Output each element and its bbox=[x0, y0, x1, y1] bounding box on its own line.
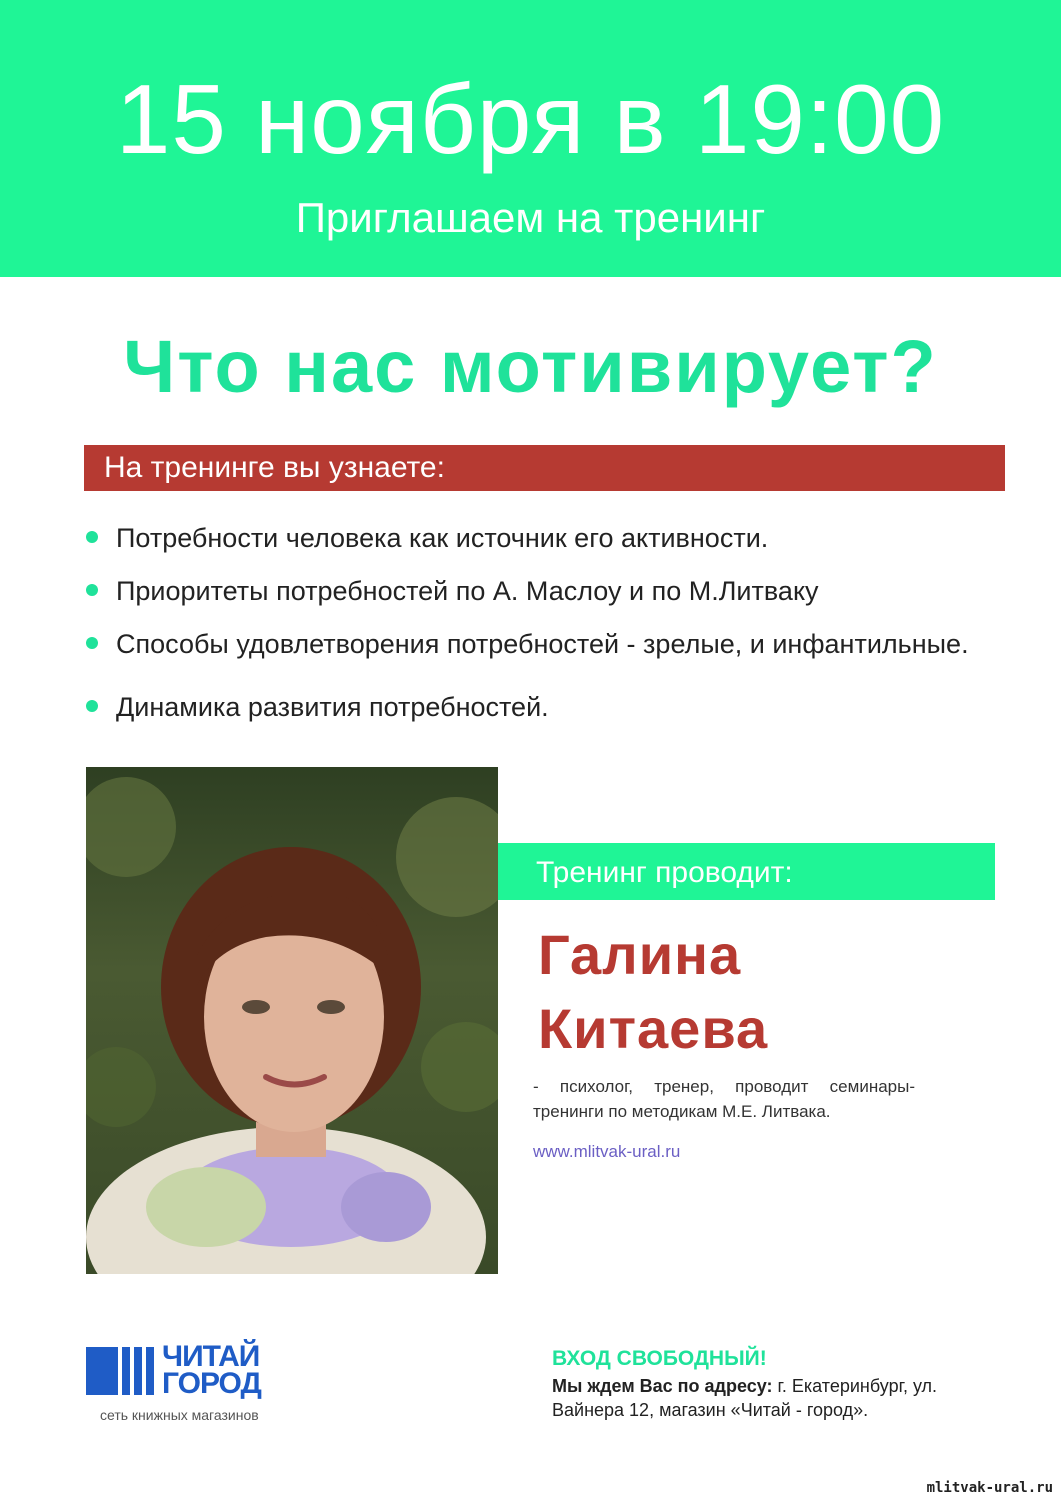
bullet-dot-icon bbox=[86, 637, 98, 649]
event-date: 15 ноября в 19:00 bbox=[115, 64, 946, 174]
logo-subtitle: сеть книжных магазинов bbox=[100, 1407, 259, 1423]
learn-section-title: На тренинге вы узнаете: bbox=[104, 451, 445, 484]
free-entry-text: ВХОД СВОБОДНЫЙ! bbox=[552, 1347, 767, 1370]
trainer-name bbox=[538, 918, 768, 1066]
address-label: Мы ждем Вас по адресу: bbox=[552, 1376, 773, 1396]
address-text bbox=[552, 1374, 972, 1422]
logo-bars-icon bbox=[86, 1345, 162, 1397]
header-banner bbox=[0, 0, 1061, 277]
website-link[interactable]: www.mlitvak-ural.ru bbox=[533, 1142, 681, 1161]
address-value: г. Екатеринбург, ул. Вайнера 12, магазин «Читай - город». bbox=[552, 1376, 938, 1420]
portrait-image bbox=[86, 767, 498, 1274]
trainer-photo bbox=[86, 767, 498, 1274]
bullet-dot-icon bbox=[86, 584, 98, 596]
trainer-last-name: Китаева bbox=[538, 997, 769, 1060]
headline: Что нас мотивирует? bbox=[123, 325, 938, 408]
trainer-label: Тренинг проводит: bbox=[536, 856, 793, 889]
learn-section-bar bbox=[84, 445, 1005, 491]
invite-text: Приглашаем на тренинг bbox=[295, 194, 766, 241]
trainer-section-bar bbox=[498, 843, 995, 900]
trainer-description: - психолог, тренер, проводит семинары-тренинги по методикам М.Е. Литвака. bbox=[533, 1077, 915, 1121]
logo-wordmark: ЧИТАЙ ГОРОД bbox=[162, 1340, 261, 1400]
trainer-first-name: Галина bbox=[538, 923, 742, 986]
watermark: mlitvak-ural.ru bbox=[926, 1480, 1053, 1496]
bullet-dot-icon bbox=[86, 531, 98, 543]
chitai-gorod-logo bbox=[86, 1340, 306, 1425]
bullet-dot-icon bbox=[86, 700, 98, 712]
